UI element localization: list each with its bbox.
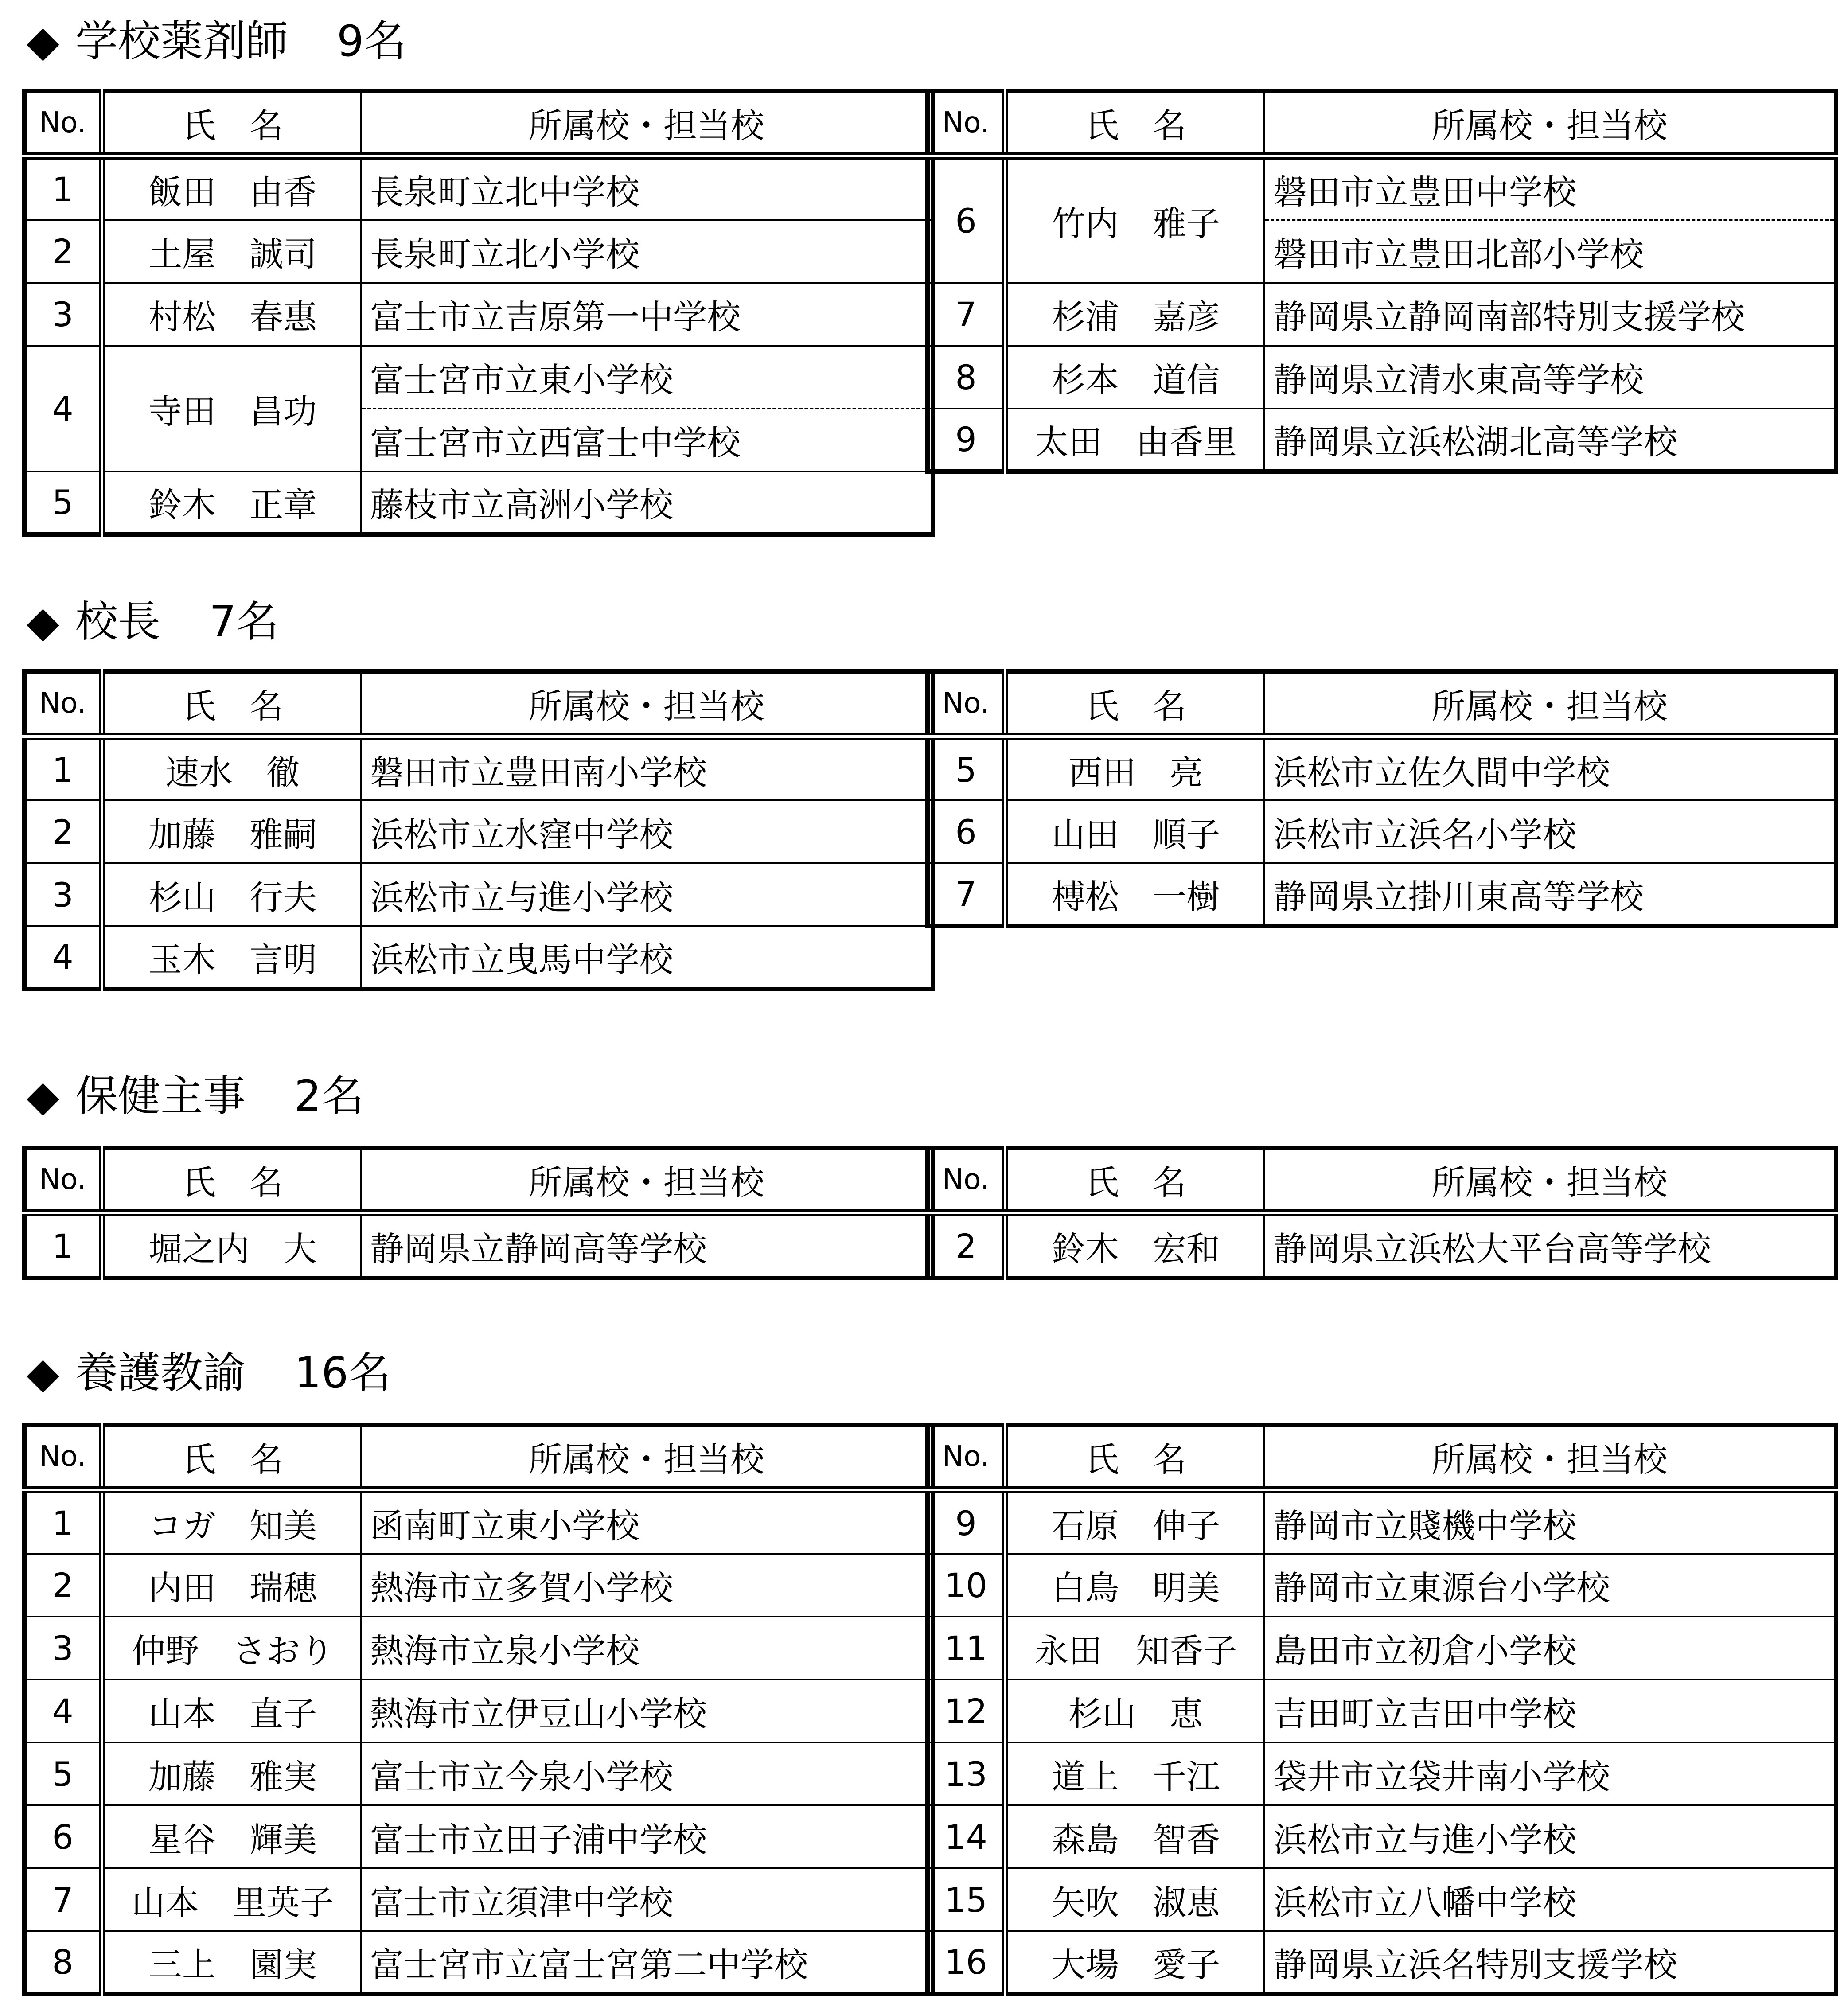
table-row <box>24 1213 933 1278</box>
person-name: 加藤 雅実 <box>102 1742 361 1805</box>
section-count: 7名 <box>209 597 279 647</box>
person-name: コガ 知美 <box>102 1490 361 1554</box>
roster-table-left <box>22 1423 935 1996</box>
school-name: 富士宮市立西富士中学校 <box>361 409 933 472</box>
table-row <box>24 1805 933 1868</box>
header-school: 所属校・担当校 <box>361 671 933 737</box>
roster-table-right <box>925 89 1838 474</box>
school-name: 浜松市立水窪中学校 <box>361 800 933 863</box>
person-name: 玉木 言明 <box>102 926 361 989</box>
person-name: 杉山 恵 <box>1005 1680 1264 1742</box>
person-name: 永田 知香子 <box>1005 1617 1264 1680</box>
school-name: 静岡市立賤機中学校 <box>1264 1490 1836 1554</box>
roster-table-right <box>925 1423 1838 1996</box>
row-number: 8 <box>928 346 1005 409</box>
school-name: 磐田市立豊田南小学校 <box>361 737 933 800</box>
section-title: 校長 <box>75 597 160 647</box>
header-no: No. <box>24 1148 102 1213</box>
diamond-icon: ◆ <box>27 1071 59 1121</box>
section-heading <box>27 1071 364 1121</box>
section-heading <box>27 1348 391 1398</box>
table-row <box>928 409 1836 472</box>
header-no: No. <box>24 671 102 737</box>
row-number: 12 <box>928 1680 1005 1742</box>
section-heading <box>27 597 279 647</box>
school-name: 静岡市立東源台小学校 <box>1264 1554 1836 1617</box>
table-row <box>928 1554 1836 1617</box>
roster-table-left <box>22 669 935 991</box>
header-row <box>24 91 933 156</box>
school-name: 長泉町立北小学校 <box>361 220 933 283</box>
person-name: 星谷 輝美 <box>102 1805 361 1868</box>
person-name: 三上 園実 <box>102 1931 361 1994</box>
header-no: No. <box>928 1148 1005 1213</box>
row-number: 2 <box>24 800 102 863</box>
person-name: 鈴木 正章 <box>102 472 361 534</box>
header-name: 氏 名 <box>1005 1425 1264 1490</box>
table-row <box>928 1617 1836 1680</box>
school-name: 富士宮市立富士宮第二中学校 <box>361 1931 933 1994</box>
school-name: 袋井市立袋井南小学校 <box>1264 1742 1836 1805</box>
section-count: 2名 <box>294 1071 364 1121</box>
row-number: 5 <box>928 737 1005 800</box>
section-count: 16名 <box>294 1348 391 1398</box>
person-name: 鈴木 宏和 <box>1005 1213 1264 1278</box>
row-number: 10 <box>928 1554 1005 1617</box>
row-number: 1 <box>24 1213 102 1278</box>
table-row <box>24 1490 933 1554</box>
header-school: 所属校・担当校 <box>1264 1425 1836 1490</box>
school-name: 浜松市立八幡中学校 <box>1264 1868 1836 1931</box>
header-school: 所属校・担当校 <box>361 1425 933 1490</box>
person-name: 速水 徹 <box>102 737 361 800</box>
table-row <box>928 1742 1836 1805</box>
row-number: 8 <box>24 1931 102 1994</box>
school-name: 静岡県立浜松大平台高等学校 <box>1264 1213 1836 1278</box>
school-name: 長泉町立北中学校 <box>361 156 933 220</box>
header-name: 氏 名 <box>102 1425 361 1490</box>
section-title: 養護教諭 <box>75 1348 246 1398</box>
row-number: 3 <box>24 1617 102 1680</box>
row-number: 4 <box>24 926 102 989</box>
header-no: No. <box>928 91 1005 156</box>
roster-table-right <box>925 1146 1838 1280</box>
row-number: 7 <box>928 283 1005 346</box>
row-number: 1 <box>24 737 102 800</box>
header-row <box>928 671 1836 737</box>
row-number: 3 <box>24 863 102 926</box>
person-name: 榑松 一樹 <box>1005 863 1264 926</box>
header-school: 所属校・担当校 <box>1264 91 1836 156</box>
row-number: 5 <box>24 472 102 534</box>
table-row <box>24 220 933 283</box>
row-number: 1 <box>24 1490 102 1554</box>
person-name: 堀之内 大 <box>102 1213 361 1278</box>
school-name: 浜松市立佐久間中学校 <box>1264 737 1836 800</box>
header-row <box>24 1148 933 1213</box>
row-number: 4 <box>24 346 102 472</box>
school-name: 熱海市立伊豆山小学校 <box>361 1680 933 1742</box>
school-name: 富士市立吉原第一中学校 <box>361 283 933 346</box>
header-row <box>928 1148 1836 1213</box>
person-name: 杉浦 嘉彦 <box>1005 283 1264 346</box>
row-number: 2 <box>24 220 102 283</box>
school-name: 熱海市立多賀小学校 <box>361 1554 933 1617</box>
header-name: 氏 名 <box>1005 91 1264 156</box>
header-name: 氏 名 <box>102 671 361 737</box>
section-title: 学校薬剤師 <box>75 16 288 66</box>
table-row <box>24 156 933 220</box>
table-row <box>928 863 1836 926</box>
row-number: 5 <box>24 1742 102 1805</box>
row-number: 15 <box>928 1868 1005 1931</box>
school-name: 静岡県立静岡高等学校 <box>361 1213 933 1278</box>
school-name: 函南町立東小学校 <box>361 1490 933 1554</box>
school-name: 浜松市立曳馬中学校 <box>361 926 933 989</box>
school-name: 静岡県立掛川東高等学校 <box>1264 863 1836 926</box>
person-name: 白鳥 明美 <box>1005 1554 1264 1617</box>
table-row <box>24 346 933 409</box>
school-name: 浜松市立与進小学校 <box>361 863 933 926</box>
table-row <box>24 800 933 863</box>
school-name: 富士市立田子浦中学校 <box>361 1805 933 1868</box>
school-name: 富士宮市立東小学校 <box>361 346 933 409</box>
row-number: 6 <box>928 156 1005 283</box>
school-name: 磐田市立豊田北部小学校 <box>1264 220 1836 283</box>
row-number: 9 <box>928 1490 1005 1554</box>
table-row <box>24 1931 933 1994</box>
table-row <box>928 1805 1836 1868</box>
row-number: 2 <box>928 1213 1005 1278</box>
section-heading <box>27 16 407 66</box>
header-row <box>928 91 1836 156</box>
person-name: 内田 瑞穂 <box>102 1554 361 1617</box>
person-name: 矢吹 淑恵 <box>1005 1868 1264 1931</box>
roster-table-left <box>22 89 935 537</box>
header-no: No. <box>928 1425 1005 1490</box>
header-school: 所属校・担当校 <box>1264 671 1836 737</box>
school-name: 吉田町立吉田中学校 <box>1264 1680 1836 1742</box>
school-name: 静岡県立浜名特別支援学校 <box>1264 1931 1836 1994</box>
row-number: 1 <box>24 156 102 220</box>
header-name: 氏 名 <box>102 91 361 156</box>
table-row <box>24 1868 933 1931</box>
school-name: 静岡県立静岡南部特別支援学校 <box>1264 283 1836 346</box>
school-name: 富士市立今泉小学校 <box>361 1742 933 1805</box>
diamond-icon: ◆ <box>27 1348 59 1398</box>
school-name: 藤枝市立高洲小学校 <box>361 472 933 534</box>
row-number: 9 <box>928 409 1005 472</box>
header-row <box>928 1425 1836 1490</box>
table-row <box>928 156 1836 220</box>
person-name: 飯田 由香 <box>102 156 361 220</box>
table-row <box>928 1931 1836 1994</box>
row-number: 2 <box>24 1554 102 1617</box>
person-name: 寺田 昌功 <box>102 346 361 472</box>
person-name: 山本 直子 <box>102 1680 361 1742</box>
table-row <box>24 283 933 346</box>
header-name: 氏 名 <box>1005 671 1264 737</box>
table-row <box>24 1617 933 1680</box>
roster-table-right <box>925 669 1838 928</box>
person-name: 竹内 雅子 <box>1005 156 1264 283</box>
header-row <box>24 671 933 737</box>
school-name: 富士市立須津中学校 <box>361 1868 933 1931</box>
table-row <box>928 1868 1836 1931</box>
school-name: 磐田市立豊田中学校 <box>1264 156 1836 220</box>
school-name: 浜松市立与進小学校 <box>1264 1805 1836 1868</box>
table-row <box>928 283 1836 346</box>
header-school: 所属校・担当校 <box>361 91 933 156</box>
person-name: 道上 千江 <box>1005 1742 1264 1805</box>
school-name: 静岡県立清水東高等学校 <box>1264 346 1836 409</box>
section-count: 9名 <box>337 16 407 66</box>
row-number: 6 <box>24 1805 102 1868</box>
row-number: 14 <box>928 1805 1005 1868</box>
table-row <box>24 1554 933 1617</box>
header-no: No. <box>24 1425 102 1490</box>
row-number: 16 <box>928 1931 1005 1994</box>
person-name: 大場 愛子 <box>1005 1931 1264 1994</box>
school-name: 熱海市立泉小学校 <box>361 1617 933 1680</box>
table-row <box>928 1680 1836 1742</box>
header-row <box>24 1425 933 1490</box>
header-school: 所属校・担当校 <box>361 1148 933 1213</box>
person-name: 山本 里英子 <box>102 1868 361 1931</box>
header-no: No. <box>24 91 102 156</box>
row-number: 13 <box>928 1742 1005 1805</box>
table-row <box>928 737 1836 800</box>
table-row <box>24 1680 933 1742</box>
school-name: 静岡県立浜松湖北高等学校 <box>1264 409 1836 472</box>
person-name: 仲野 さおり <box>102 1617 361 1680</box>
school-name: 浜松市立浜名小学校 <box>1264 800 1836 863</box>
person-name: 加藤 雅嗣 <box>102 800 361 863</box>
person-name: 村松 春惠 <box>102 283 361 346</box>
person-name: 西田 亮 <box>1005 737 1264 800</box>
table-row <box>24 737 933 800</box>
row-number: 4 <box>24 1680 102 1742</box>
header-name: 氏 名 <box>1005 1148 1264 1213</box>
diamond-icon: ◆ <box>27 16 59 66</box>
row-number: 7 <box>928 863 1005 926</box>
table-row <box>928 346 1836 409</box>
row-number: 7 <box>24 1868 102 1931</box>
section-title: 保健主事 <box>75 1071 246 1121</box>
row-number: 3 <box>24 283 102 346</box>
header-no: No. <box>928 671 1005 737</box>
table-row <box>928 1490 1836 1554</box>
person-name: 太田 由香里 <box>1005 409 1264 472</box>
person-name: 山田 順子 <box>1005 800 1264 863</box>
table-row <box>24 1742 933 1805</box>
table-row <box>24 472 933 534</box>
header-name: 氏 名 <box>102 1148 361 1213</box>
table-row <box>24 926 933 989</box>
person-name: 土屋 誠司 <box>102 220 361 283</box>
row-number: 11 <box>928 1617 1005 1680</box>
table-row <box>928 800 1836 863</box>
person-name: 森島 智香 <box>1005 1805 1264 1868</box>
person-name: 石原 伸子 <box>1005 1490 1264 1554</box>
person-name: 杉本 道信 <box>1005 346 1264 409</box>
person-name: 杉山 行夫 <box>102 863 361 926</box>
table-row <box>24 863 933 926</box>
table-row <box>928 1213 1836 1278</box>
roster-table-left <box>22 1146 935 1280</box>
row-number: 6 <box>928 800 1005 863</box>
school-name: 島田市立初倉小学校 <box>1264 1617 1836 1680</box>
header-school: 所属校・担当校 <box>1264 1148 1836 1213</box>
diamond-icon: ◆ <box>27 597 59 647</box>
